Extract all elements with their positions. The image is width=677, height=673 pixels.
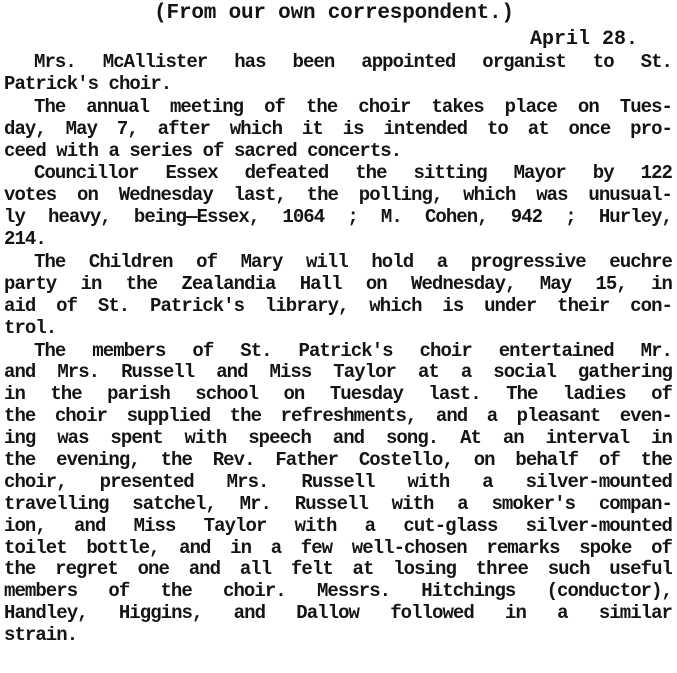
text-line: toilet bottle, and in a few well-chosen remarks spoke of [4,537,672,559]
text-line: Patrick's choir. [4,73,172,95]
paragraph-euchre-party [4,252,672,340]
paragraph-mayor-election [4,163,672,251]
paragraph-choir-gathering [4,341,672,647]
text-line: The annual meeting of the choir takes place on Tues- [34,96,672,118]
text-line: the choir supplied the refreshments, and a pleasant even- [4,406,672,428]
paragraph-organist [4,52,672,96]
text-line: Handley, Higgins, and Dallow followed in a similar [4,603,672,625]
byline: (From our own correspondent.) [154,2,514,25]
text-line: in the parish school on Tuesday last. The ladies of [4,384,672,406]
text-line: aid of St. Patrick's library, which is under their con- [4,295,672,317]
news-article [4,2,672,647]
text-line: strain. [4,625,78,647]
text-line: Councillor Essex defeated the sitting Mayor by 122 [34,163,672,185]
text-line: members of the choir. Messrs. Hitchings (conductor), [4,581,672,603]
text-line: the evening, the Rev. Father Costello, on behalf of the [4,450,672,472]
text-line: ion, and Miss Taylor with a cut-glass silver-mounted [4,515,672,537]
text-line: The Children of Mary will hold a progressive euchre [34,252,672,274]
text-line: votes on Wednesday last, the polling, which was unusual- [4,185,672,207]
text-line: day, May 7, after which it is intended to at once pro- [4,118,672,140]
text-line: ing was spent with speech and song. At an interval in [4,428,672,450]
dateline: April 28. [529,28,638,51]
text-line: travelling satchel, Mr. Russell with a smoker's compan- [4,493,672,515]
text-line: and Mrs. Russell and Miss Taylor at a social gathering [4,362,672,384]
text-line: choir, presented Mrs. Russell with a silver-mounted [4,471,672,493]
text-line: party in the Zealandia Hall on Wednesday, May 15, in [4,273,672,295]
text-line: trol. [4,317,57,339]
text-line: ceed with a series of sacred concerts. [4,140,402,162]
text-line: ly heavy, being—Essex, 1064 ; M. Cohen, 942 ; Hurley, [4,207,672,229]
text-line: the regret one and all felt at losing three such useful [4,559,672,581]
text-line: Mrs. McAllister has been appointed organist to St. [34,52,672,73]
paragraph-annual-meeting [4,97,672,163]
text-line: 214. [4,229,46,251]
text-line: The members of St. Patrick's choir entertained Mr. [34,340,672,362]
